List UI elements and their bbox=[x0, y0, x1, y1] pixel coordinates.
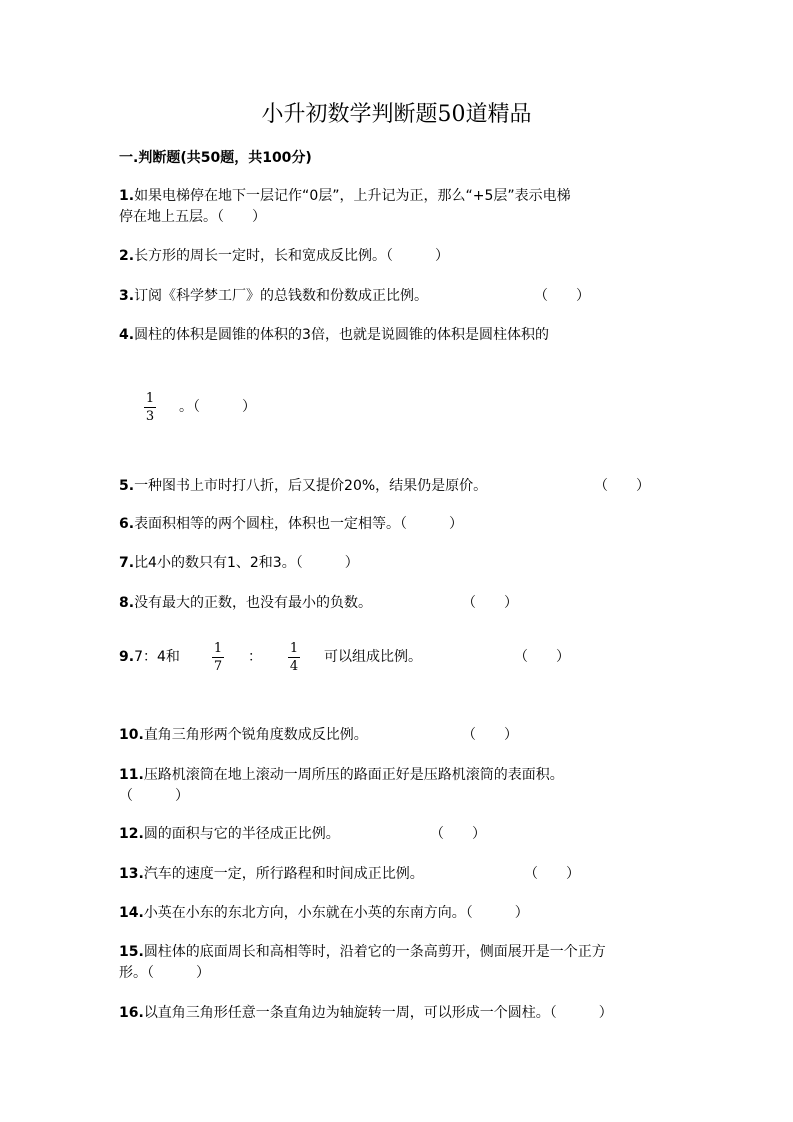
question-text: 表面积相等的两个圆柱，体积也一定相等。（ ） bbox=[134, 516, 464, 532]
answer-paren: （ ） bbox=[462, 595, 518, 611]
question-number: 13. bbox=[119, 866, 144, 882]
question-number: 5. bbox=[119, 478, 135, 494]
question-12 bbox=[119, 823, 340, 843]
fraction-one-fourth: 1 4 bbox=[289, 641, 299, 674]
question-4-tail: 。（ ） bbox=[179, 399, 256, 415]
answer-paren: （ ） bbox=[462, 727, 518, 743]
question-text: 汽车的速度一定，所行路程和时间成正比例。 bbox=[143, 866, 424, 882]
question-1 bbox=[119, 185, 571, 205]
question-number: 6. bbox=[119, 516, 135, 532]
question-15-continued: 形。（ ） bbox=[119, 965, 210, 981]
question-text: 以直角三角形任意一条直角边为轴旋转一周，可以形成一个圆柱。（ ） bbox=[143, 1005, 613, 1021]
question-text: 压路机滚筒在地上滚动一周所压的路面正好是压路机滚筒的表面积。 bbox=[143, 767, 564, 783]
question-3 bbox=[119, 285, 428, 305]
question-9-tail: 可以组成比例。 bbox=[324, 649, 422, 665]
question-number: 12. bbox=[119, 826, 144, 842]
question-text: 小英在小东的东北方向，小东就在小英的东南方向。（ ） bbox=[143, 905, 529, 921]
question-15 bbox=[119, 941, 606, 961]
answer-paren: （ ） bbox=[594, 478, 650, 494]
question-5 bbox=[119, 475, 487, 495]
question-number: 11. bbox=[119, 767, 144, 783]
question-number: 14. bbox=[119, 905, 144, 921]
question-number: 7. bbox=[119, 555, 135, 571]
answer-paren: （ ） bbox=[534, 288, 590, 304]
question-text: 订阅《科学梦工厂》的总钱数和份数成正比例。 bbox=[134, 288, 429, 304]
answer-paren: （ ） bbox=[430, 826, 486, 842]
question-text: 一种图书上市时打八折，后又提价20%，结果仍是原价。 bbox=[134, 478, 488, 494]
question-text: 圆柱体的底面周长和高相等时，沿着它的一条高剪开，侧面展开是一个正方 bbox=[143, 944, 606, 960]
question-number: 9. bbox=[119, 649, 135, 665]
question-text: 圆柱的体积是圆锥的体积的3倍，也就是说圆锥的体积是圆柱体积的 bbox=[134, 327, 549, 343]
question-number: 3. bbox=[119, 288, 135, 304]
question-number: 15. bbox=[119, 944, 144, 960]
question-6 bbox=[119, 513, 463, 533]
question-16 bbox=[119, 1002, 613, 1022]
question-text: 长方形的周长一定时，长和宽成反比例。（ ） bbox=[134, 248, 450, 264]
question-4 bbox=[119, 324, 549, 344]
question-text: 没有最大的正数，也没有最小的负数。 bbox=[134, 595, 373, 611]
question-13 bbox=[119, 863, 424, 883]
question-number: 1. bbox=[119, 188, 135, 204]
question-7 bbox=[119, 552, 359, 572]
question-8 bbox=[119, 592, 372, 612]
page-title: 小升初数学判断题50道精品 bbox=[261, 102, 532, 127]
fraction-one-third: 1 3 bbox=[145, 391, 155, 424]
answer-paren: （ ） bbox=[514, 649, 570, 665]
question-text: 圆的面积与它的半径成正比例。 bbox=[143, 826, 340, 842]
question-number: 16. bbox=[119, 1005, 144, 1021]
question-number: 8. bbox=[119, 595, 135, 611]
answer-paren: （ ） bbox=[524, 866, 580, 882]
question-text: 直角三角形两个锐角度数成反比例。 bbox=[143, 727, 368, 743]
question-text: 7：4和 bbox=[134, 649, 180, 665]
question-11 bbox=[119, 764, 564, 784]
question-1-continued: 停在地上五层。（ ） bbox=[119, 209, 266, 225]
question-number: 10. bbox=[119, 727, 144, 743]
question-9 bbox=[119, 646, 180, 666]
ratio-colon: ： bbox=[248, 649, 262, 665]
question-2 bbox=[119, 245, 449, 265]
fraction-one-seventh: 1 7 bbox=[213, 641, 223, 674]
question-10 bbox=[119, 724, 368, 744]
section-heading: 一.判断题(共50题，共100分) bbox=[119, 150, 312, 166]
question-11-continued: （ ） bbox=[119, 788, 189, 804]
question-text: 如果电梯停在地下一层记作“0层”，上升记为正，那么“+5层”表示电梯 bbox=[134, 188, 571, 204]
question-number: 2. bbox=[119, 248, 135, 264]
question-number: 4. bbox=[119, 327, 135, 343]
question-text: 比4小的数只有1、2和3。（ ） bbox=[134, 555, 359, 571]
question-14 bbox=[119, 902, 529, 922]
